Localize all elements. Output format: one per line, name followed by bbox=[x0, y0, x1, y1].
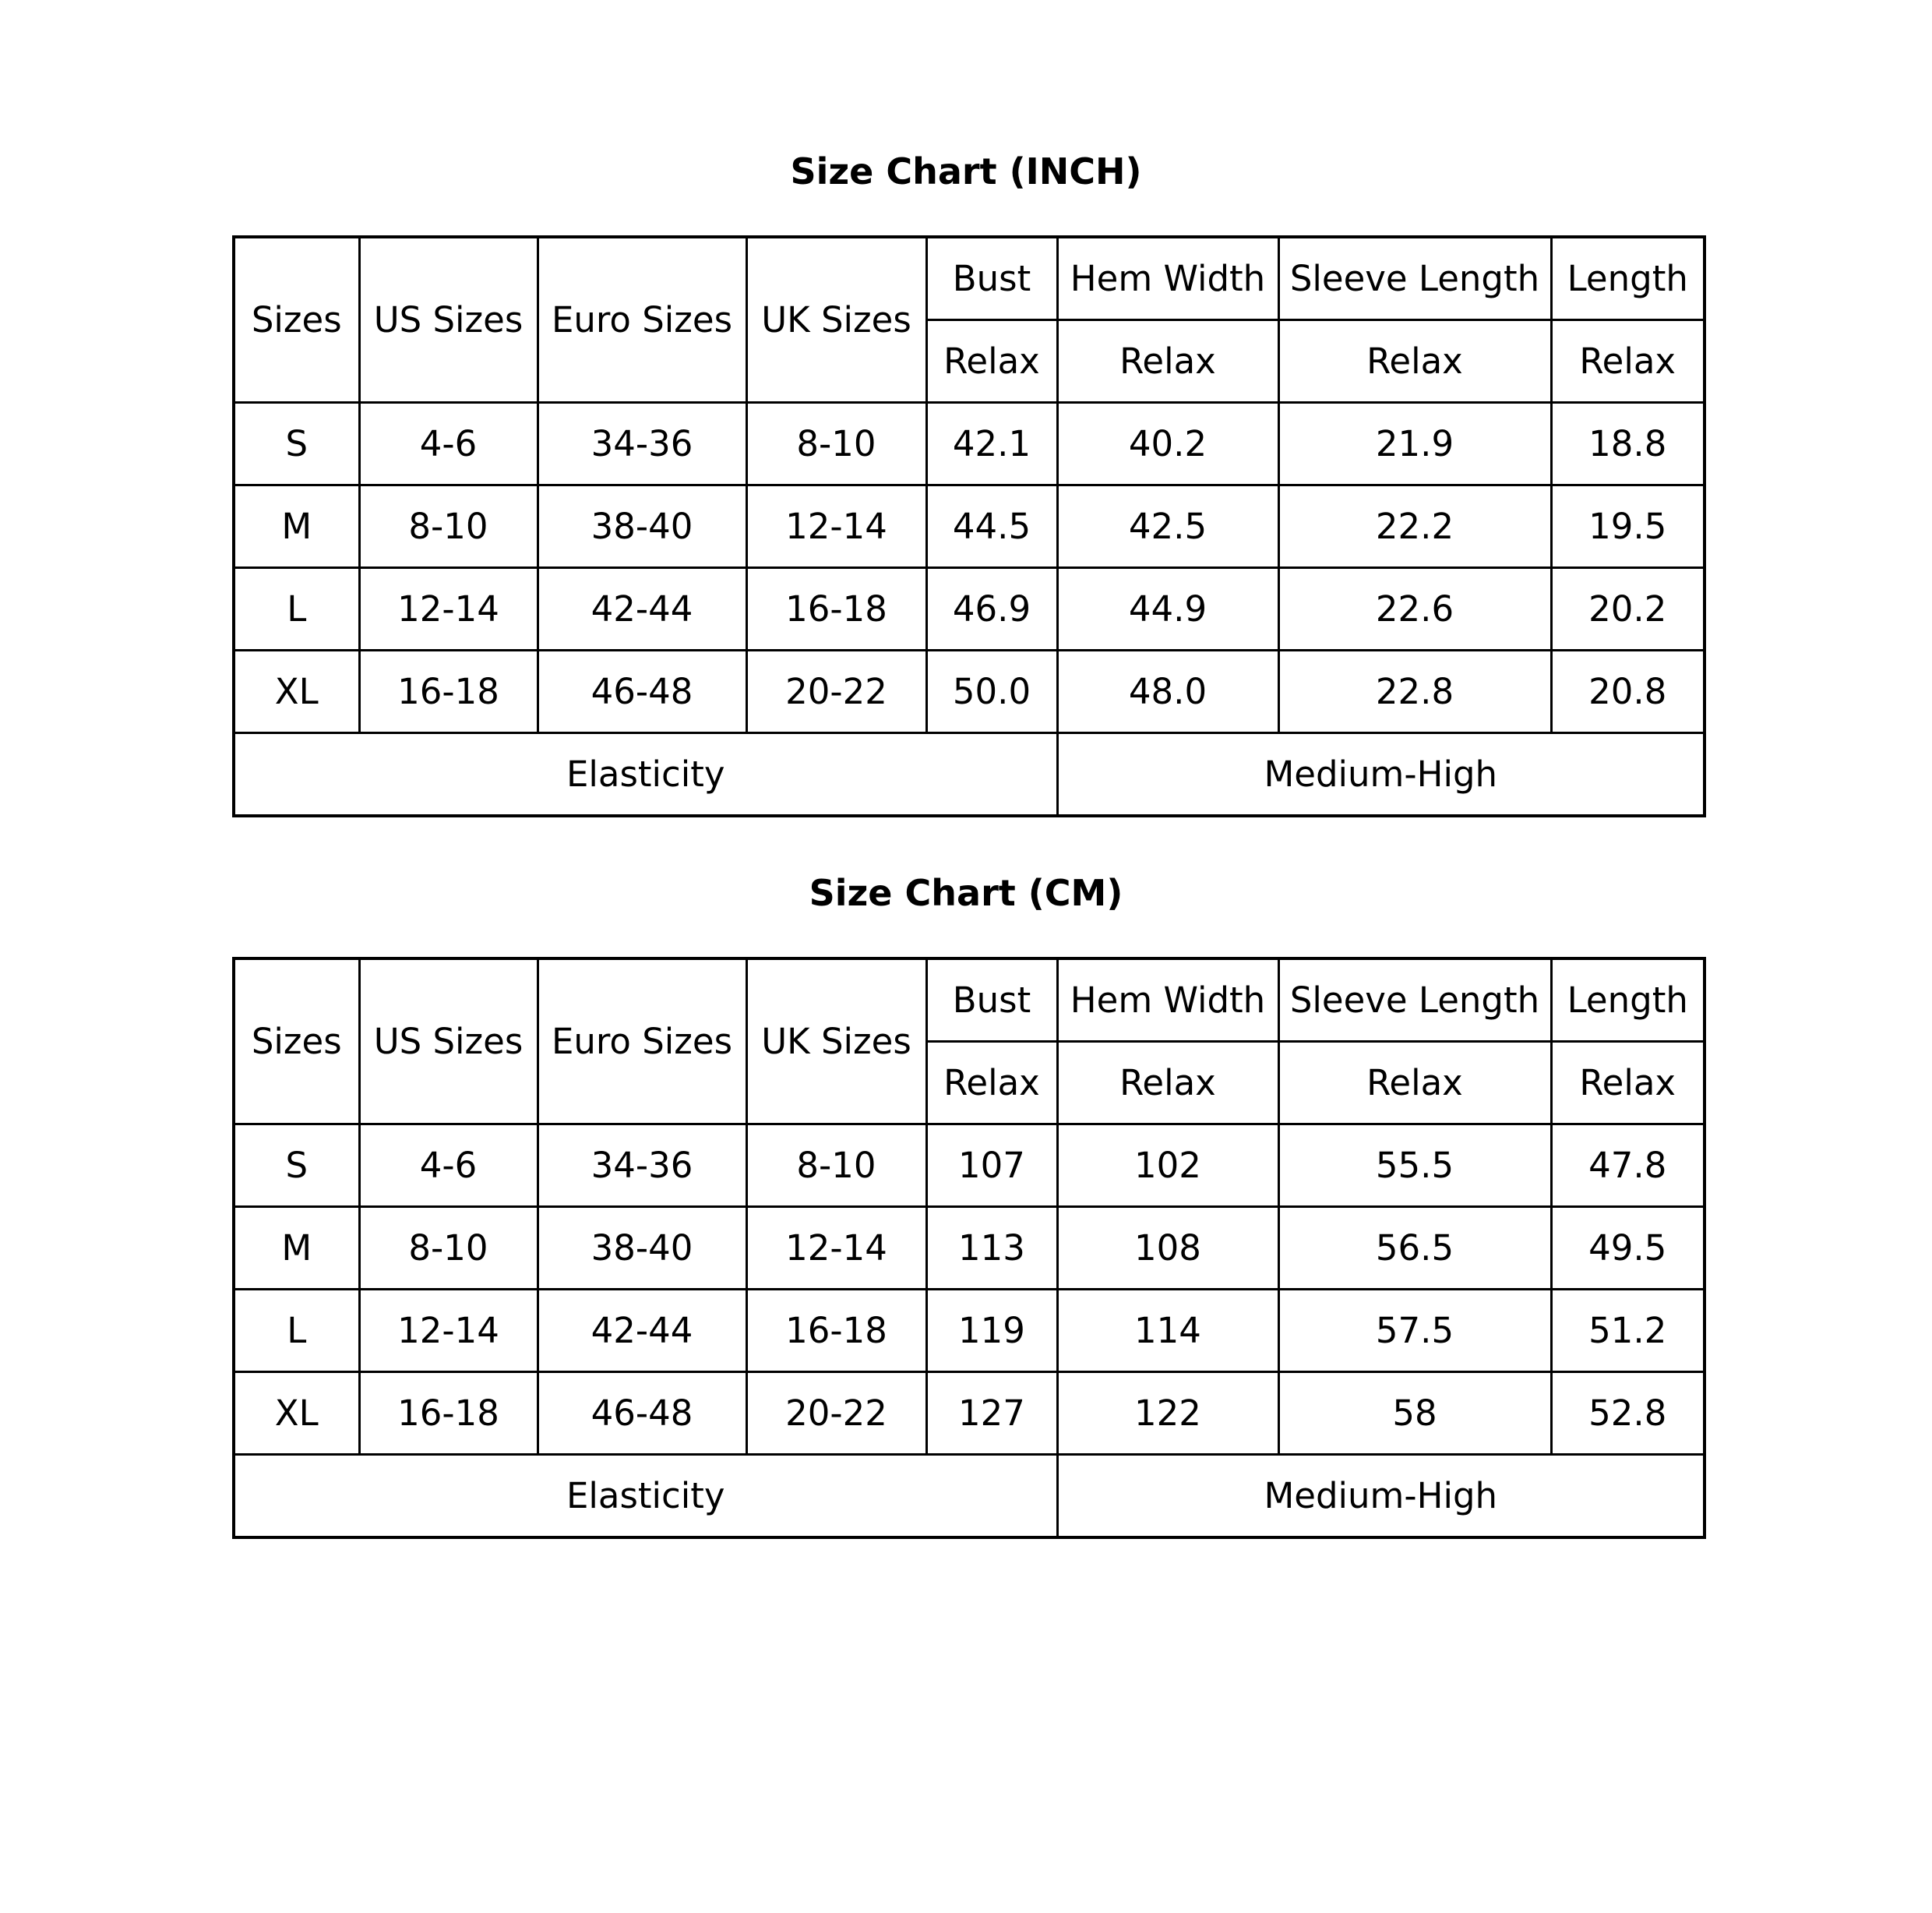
table-cell: 38-40 bbox=[538, 485, 746, 568]
header-us-sizes: US Sizes bbox=[359, 237, 538, 403]
table-cell: 12-14 bbox=[746, 1207, 926, 1290]
table-cell: 21.9 bbox=[1278, 403, 1551, 485]
header-uk-sizes: UK Sizes bbox=[746, 958, 926, 1124]
table-cell: 119 bbox=[926, 1290, 1057, 1372]
table-cell: 22.8 bbox=[1278, 651, 1551, 733]
table-cell: 51.2 bbox=[1551, 1290, 1705, 1372]
cm-chart-title: Size Chart (CM) bbox=[809, 872, 1123, 914]
cm-size-table bbox=[232, 957, 1706, 1539]
table-cell: XL bbox=[234, 651, 359, 733]
table-cell: 55.5 bbox=[1278, 1124, 1551, 1207]
elasticity-label: Elasticity bbox=[234, 1455, 1057, 1538]
inch-chart-title: Size Chart (INCH) bbox=[790, 150, 1142, 192]
table-cell: 12-14 bbox=[359, 568, 538, 651]
table-cell: 16-18 bbox=[746, 1290, 926, 1372]
table-cell: 40.2 bbox=[1057, 403, 1278, 485]
table-cell: 46.9 bbox=[926, 568, 1057, 651]
table-cell: 8-10 bbox=[359, 485, 538, 568]
table-cell: 57.5 bbox=[1278, 1290, 1551, 1372]
table-row bbox=[234, 485, 1705, 568]
table-cell: 20.2 bbox=[1551, 568, 1705, 651]
header-sleeve-length: Sleeve Length bbox=[1278, 958, 1551, 1042]
table-cell: 12-14 bbox=[746, 485, 926, 568]
table-header-row bbox=[234, 958, 1705, 1042]
table-cell: 122 bbox=[1057, 1372, 1278, 1455]
table-cell: 20.8 bbox=[1551, 651, 1705, 733]
table-cell: 47.8 bbox=[1551, 1124, 1705, 1207]
table-cell: 4-6 bbox=[359, 1124, 538, 1207]
elasticity-label: Elasticity bbox=[234, 733, 1057, 817]
table-cell: 38-40 bbox=[538, 1207, 746, 1290]
header-uk-sizes: UK Sizes bbox=[746, 237, 926, 403]
table-cell: 58 bbox=[1278, 1372, 1551, 1455]
table-cell: 102 bbox=[1057, 1124, 1278, 1207]
table-row bbox=[234, 651, 1705, 733]
table-header-row bbox=[234, 237, 1705, 320]
subheader-relax: Relax bbox=[1278, 320, 1551, 403]
header-us-sizes: US Sizes bbox=[359, 958, 538, 1124]
elasticity-value: Medium-High bbox=[1057, 1455, 1705, 1538]
table-cell: XL bbox=[234, 1372, 359, 1455]
table-row bbox=[234, 1372, 1705, 1455]
table-cell: 113 bbox=[926, 1207, 1057, 1290]
table-cell: 114 bbox=[1057, 1290, 1278, 1372]
table-row bbox=[234, 1207, 1705, 1290]
table-cell: 34-36 bbox=[538, 403, 746, 485]
header-length: Length bbox=[1551, 237, 1705, 320]
table-cell: 48.0 bbox=[1057, 651, 1278, 733]
table-cell: 56.5 bbox=[1278, 1207, 1551, 1290]
table-cell: 44.9 bbox=[1057, 568, 1278, 651]
table-cell: 8-10 bbox=[359, 1207, 538, 1290]
table-cell: 127 bbox=[926, 1372, 1057, 1455]
table-cell: 108 bbox=[1057, 1207, 1278, 1290]
table-cell: 20-22 bbox=[746, 1372, 926, 1455]
table-cell: S bbox=[234, 1124, 359, 1207]
table-cell: 42-44 bbox=[538, 1290, 746, 1372]
table-cell: 42.1 bbox=[926, 403, 1057, 485]
table-cell: 16-18 bbox=[746, 568, 926, 651]
table-cell: 22.6 bbox=[1278, 568, 1551, 651]
subheader-relax: Relax bbox=[926, 320, 1057, 403]
table-cell: 20-22 bbox=[746, 651, 926, 733]
table-row bbox=[234, 403, 1705, 485]
table-cell: 46-48 bbox=[538, 1372, 746, 1455]
table-cell: 16-18 bbox=[359, 651, 538, 733]
table-cell: 18.8 bbox=[1551, 403, 1705, 485]
table-cell: 19.5 bbox=[1551, 485, 1705, 568]
table-cell: 16-18 bbox=[359, 1372, 538, 1455]
header-hem-width: Hem Width bbox=[1057, 237, 1278, 320]
table-cell: L bbox=[234, 568, 359, 651]
table-cell: 4-6 bbox=[359, 403, 538, 485]
table-cell: M bbox=[234, 1207, 359, 1290]
header-sleeve-length: Sleeve Length bbox=[1278, 237, 1551, 320]
inch-size-table bbox=[232, 235, 1706, 817]
table-cell: 22.2 bbox=[1278, 485, 1551, 568]
header-bust: Bust bbox=[926, 958, 1057, 1042]
table-cell: S bbox=[234, 403, 359, 485]
header-sizes: Sizes bbox=[234, 958, 359, 1124]
header-length: Length bbox=[1551, 958, 1705, 1042]
table-cell: 8-10 bbox=[746, 1124, 926, 1207]
table-cell: 46-48 bbox=[538, 651, 746, 733]
table-row bbox=[234, 568, 1705, 651]
header-euro-sizes: Euro Sizes bbox=[538, 958, 746, 1124]
table-cell: 107 bbox=[926, 1124, 1057, 1207]
table-row bbox=[234, 1290, 1705, 1372]
header-bust: Bust bbox=[926, 237, 1057, 320]
table-cell: 8-10 bbox=[746, 403, 926, 485]
subheader-relax: Relax bbox=[1551, 320, 1705, 403]
subheader-relax: Relax bbox=[926, 1042, 1057, 1124]
subheader-relax: Relax bbox=[1551, 1042, 1705, 1124]
elasticity-value: Medium-High bbox=[1057, 733, 1705, 817]
table-footer-row bbox=[234, 733, 1705, 817]
subheader-relax: Relax bbox=[1057, 1042, 1278, 1124]
table-cell: 49.5 bbox=[1551, 1207, 1705, 1290]
table-cell: 44.5 bbox=[926, 485, 1057, 568]
table-cell: 50.0 bbox=[926, 651, 1057, 733]
table-footer-row bbox=[234, 1455, 1705, 1538]
header-hem-width: Hem Width bbox=[1057, 958, 1278, 1042]
table-cell: M bbox=[234, 485, 359, 568]
subheader-relax: Relax bbox=[1057, 320, 1278, 403]
subheader-relax: Relax bbox=[1278, 1042, 1551, 1124]
table-cell: 34-36 bbox=[538, 1124, 746, 1207]
table-cell: L bbox=[234, 1290, 359, 1372]
table-cell: 52.8 bbox=[1551, 1372, 1705, 1455]
header-euro-sizes: Euro Sizes bbox=[538, 237, 746, 403]
table-cell: 42.5 bbox=[1057, 485, 1278, 568]
table-row bbox=[234, 1124, 1705, 1207]
table-cell: 12-14 bbox=[359, 1290, 538, 1372]
header-sizes: Sizes bbox=[234, 237, 359, 403]
table-cell: 42-44 bbox=[538, 568, 746, 651]
